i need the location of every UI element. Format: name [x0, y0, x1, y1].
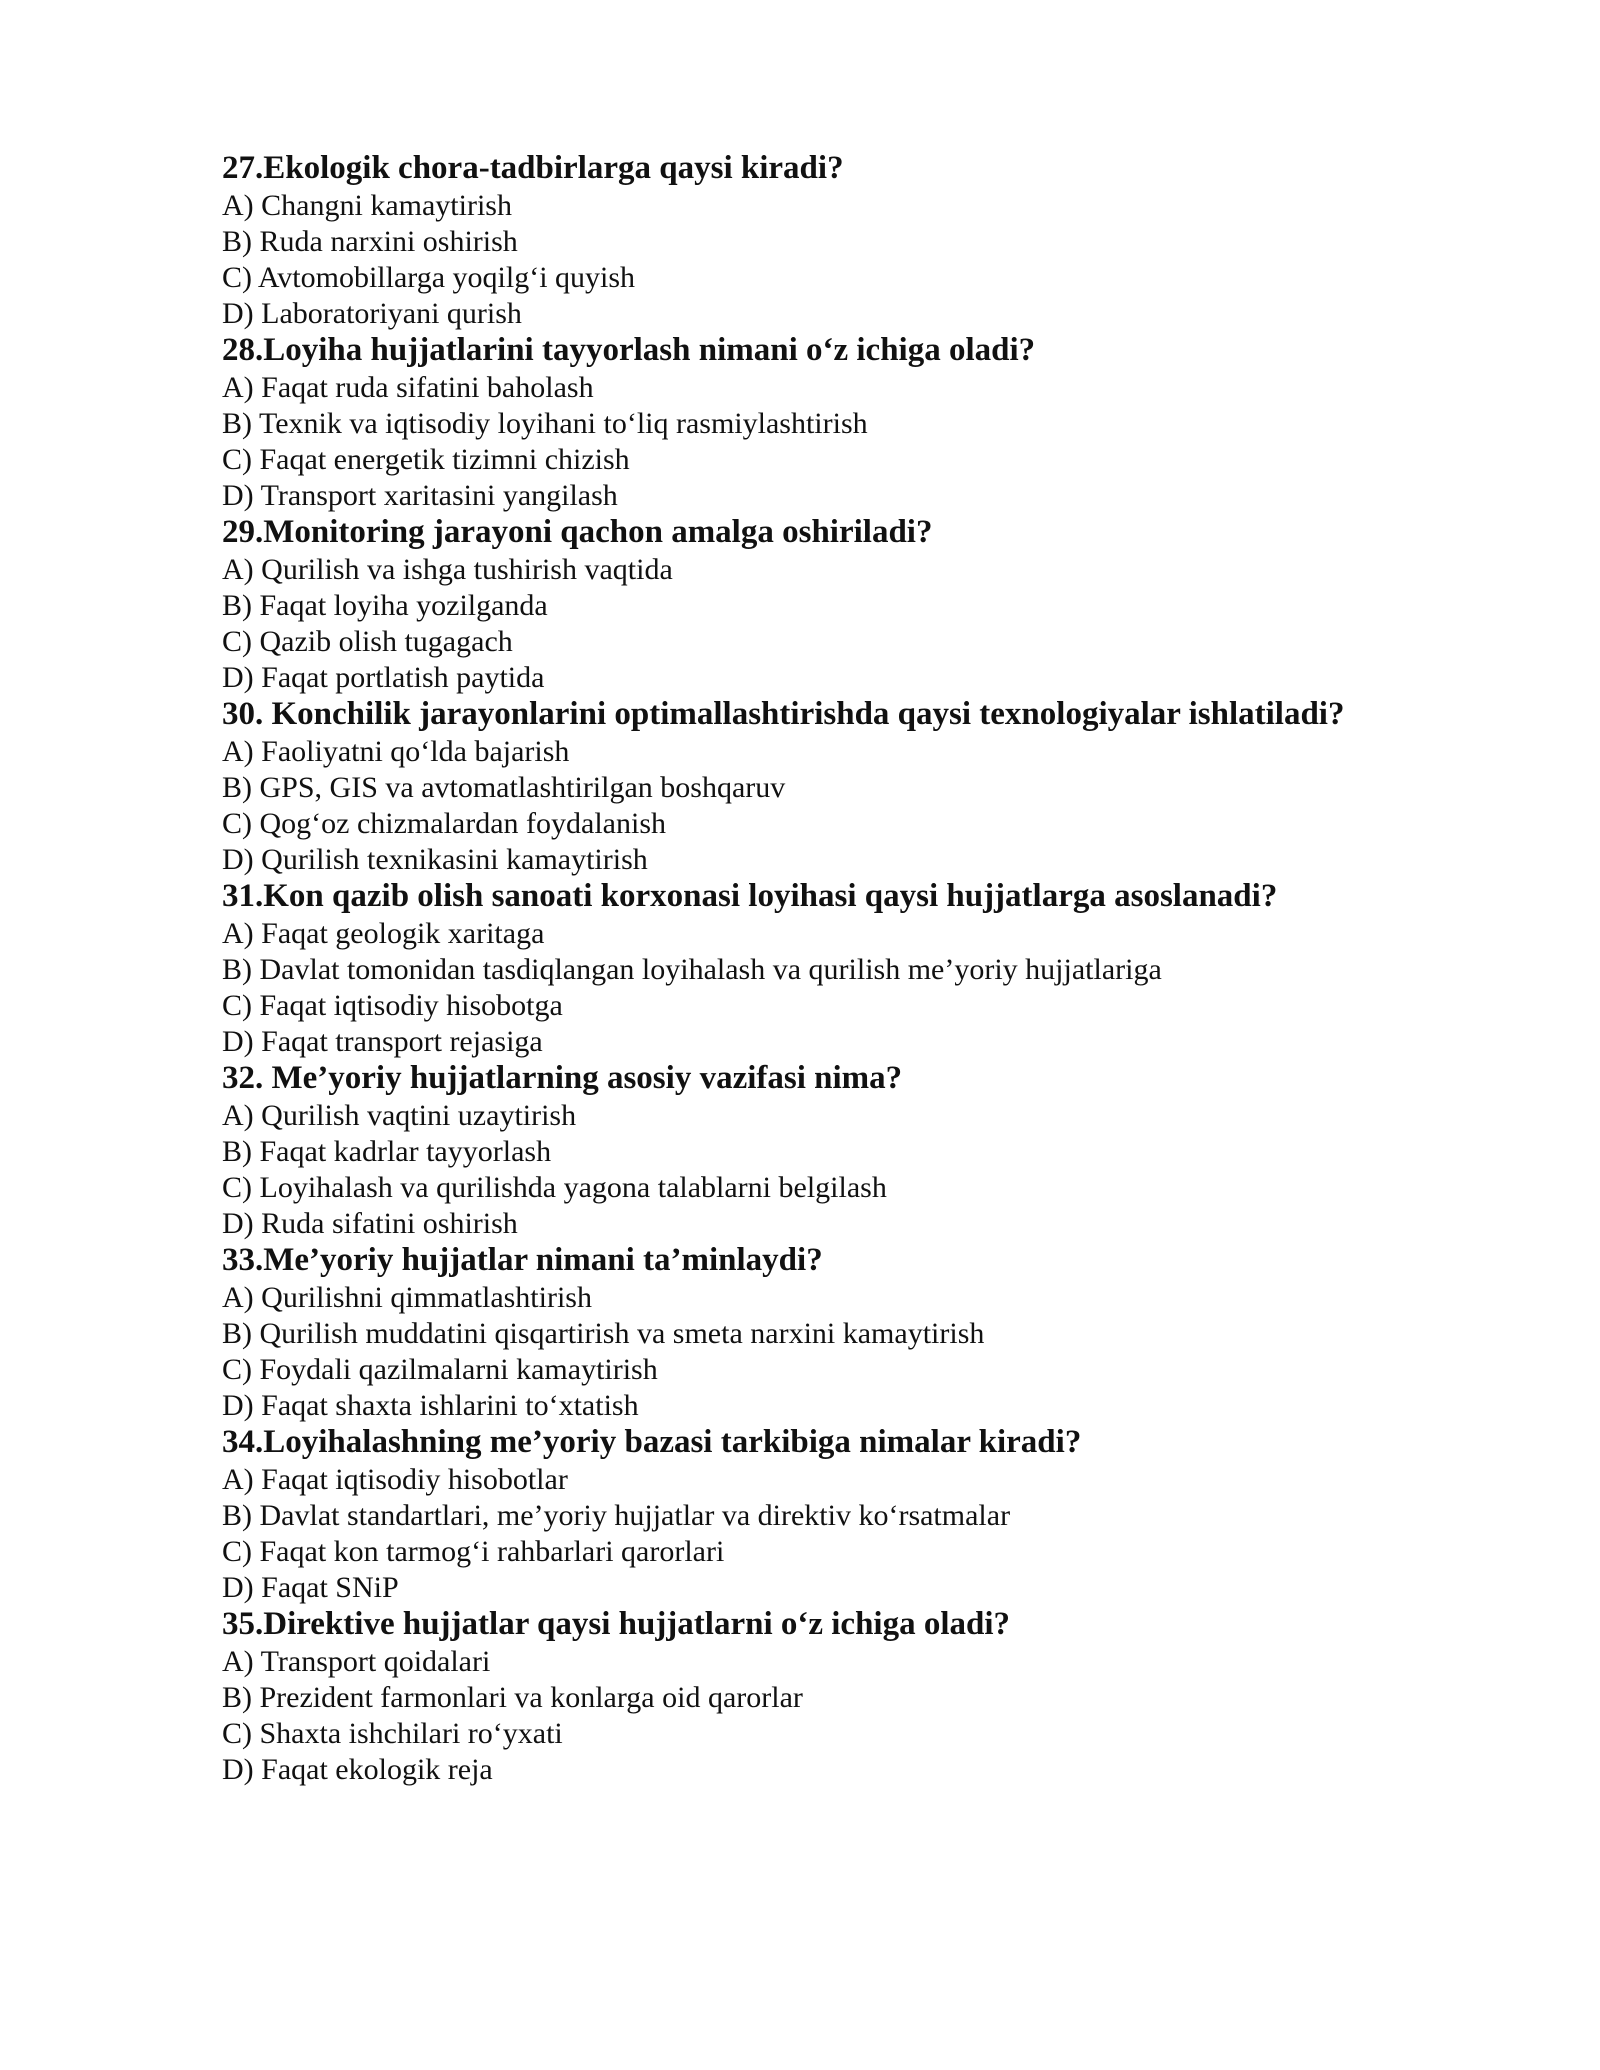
answer-option-b: B) Faqat loyiha yozilganda: [222, 589, 548, 622]
answer-option-d: D) Ruda sifatini oshirish: [222, 1207, 518, 1240]
question-block: [222, 150, 1522, 332]
question-block: [222, 1606, 1522, 1788]
answer-option-a: A) Qurilish va ishga tushirish vaqtida: [222, 553, 673, 586]
answer-option-b: B) Qurilish muddatini qisqartirish va smeta narxini kamaytirish: [222, 1317, 985, 1350]
answer-option-b: B) Davlat standartlari, me’yoriy hujjatlar va direktiv ko‘rsatmalar: [222, 1499, 1011, 1532]
answer-option-d: D) Qurilish texnikasini kamaytirish: [222, 843, 648, 876]
answer-option-a: A) Faqat geologik xaritaga: [222, 917, 545, 950]
question-text: 30. Konchilik jarayonlarini optimallashtirishda qaysi texnologiyalar ishlatiladi?: [222, 696, 1345, 732]
answer-option-c: C) Qog‘oz chizmalardan foydalanish: [222, 807, 667, 840]
answer-option-a: A) Faqat ruda sifatini baholash: [222, 371, 594, 404]
answer-option-b: B) Prezident farmonlari va konlarga oid qarorlar: [222, 1681, 803, 1714]
question-block: [222, 1060, 1522, 1242]
question-text: 29.Monitoring jarayoni qachon amalga oshiriladi?: [222, 514, 933, 550]
answer-option-d: D) Faqat shaxta ishlarini to‘xtatish: [222, 1389, 639, 1422]
question-text: 27.Ekologik chora-tadbirlarga qaysi kiradi?: [222, 150, 844, 186]
answer-option-b: B) GPS, GIS va avtomatlashtirilgan boshqaruv: [222, 771, 786, 804]
answer-option-d: D) Transport xaritasini yangilash: [222, 479, 618, 512]
answer-option-b: B) Faqat kadrlar tayyorlash: [222, 1135, 552, 1168]
question-block: [222, 696, 1522, 878]
answer-option-c: C) Foydali qazilmalarni kamaytirish: [222, 1353, 658, 1386]
answer-option-a: A) Transport qoidalari: [222, 1645, 491, 1678]
answer-option-b: B) Davlat tomonidan tasdiqlangan loyihalash va qurilish me’yoriy hujjatlariga: [222, 953, 1162, 986]
answer-option-c: C) Faqat energetik tizimni chizish: [222, 443, 630, 476]
answer-option-c: C) Faqat kon tarmog‘i rahbarlari qarorlari: [222, 1535, 725, 1568]
answer-option-d: D) Laboratoriyani qurish: [222, 297, 522, 330]
answer-option-b: B) Ruda narxini oshirish: [222, 225, 518, 258]
answer-option-c: C) Faqat iqtisodiy hisobotga: [222, 989, 563, 1022]
question-text: 33.Me’yoriy hujjatlar nimani ta’minlaydi?: [222, 1242, 823, 1278]
answer-option-c: C) Shaxta ishchilari ro‘yxati: [222, 1717, 563, 1750]
answer-option-d: D) Faqat SNiP: [222, 1571, 399, 1604]
answer-option-d: D) Faqat portlatish paytida: [222, 661, 545, 694]
question-text: 32. Me’yoriy hujjatlarning asosiy vazifasi nima?: [222, 1060, 903, 1096]
answer-option-d: D) Faqat transport rejasiga: [222, 1025, 543, 1058]
answer-option-a: A) Faoliyatni qo‘lda bajarish: [222, 735, 570, 768]
question-block: [222, 332, 1522, 514]
question-block: [222, 878, 1522, 1060]
question-text: 31.Kon qazib olish sanoati korxonasi loyihasi qaysi hujjatlarga asoslanadi?: [222, 878, 1278, 914]
answer-option-d: D) Faqat ekologik reja: [222, 1753, 493, 1786]
answer-option-c: C) Loyihalash va qurilishda yagona talablarni belgilash: [222, 1171, 887, 1204]
question-text: 35.Direktive hujjatlar qaysi hujjatlarni o‘z ichiga oladi?: [222, 1606, 1011, 1642]
answer-option-c: C) Qazib olish tugagach: [222, 625, 513, 658]
question-list: [222, 150, 1522, 1788]
answer-option-b: B) Texnik va iqtisodiy loyihani to‘liq rasmiylashtirish: [222, 407, 868, 440]
question-text: 28.Loyiha hujjatlarini tayyorlash nimani o‘z ichiga oladi?: [222, 332, 1036, 368]
question-block: [222, 1424, 1522, 1606]
question-block: [222, 1242, 1522, 1424]
answer-option-a: A) Qurilishni qimmatlashtirish: [222, 1281, 592, 1314]
answer-option-c: C) Avtomobillarga yoqilg‘i quyish: [222, 261, 636, 294]
answer-option-a: A) Faqat iqtisodiy hisobotlar: [222, 1463, 568, 1496]
answer-option-a: A) Changni kamaytirish: [222, 189, 512, 222]
question-block: [222, 514, 1522, 696]
answer-option-a: A) Qurilish vaqtini uzaytirish: [222, 1099, 577, 1132]
question-text: 34.Loyihalashning me’yoriy bazasi tarkibiga nimalar kiradi?: [222, 1424, 1082, 1460]
